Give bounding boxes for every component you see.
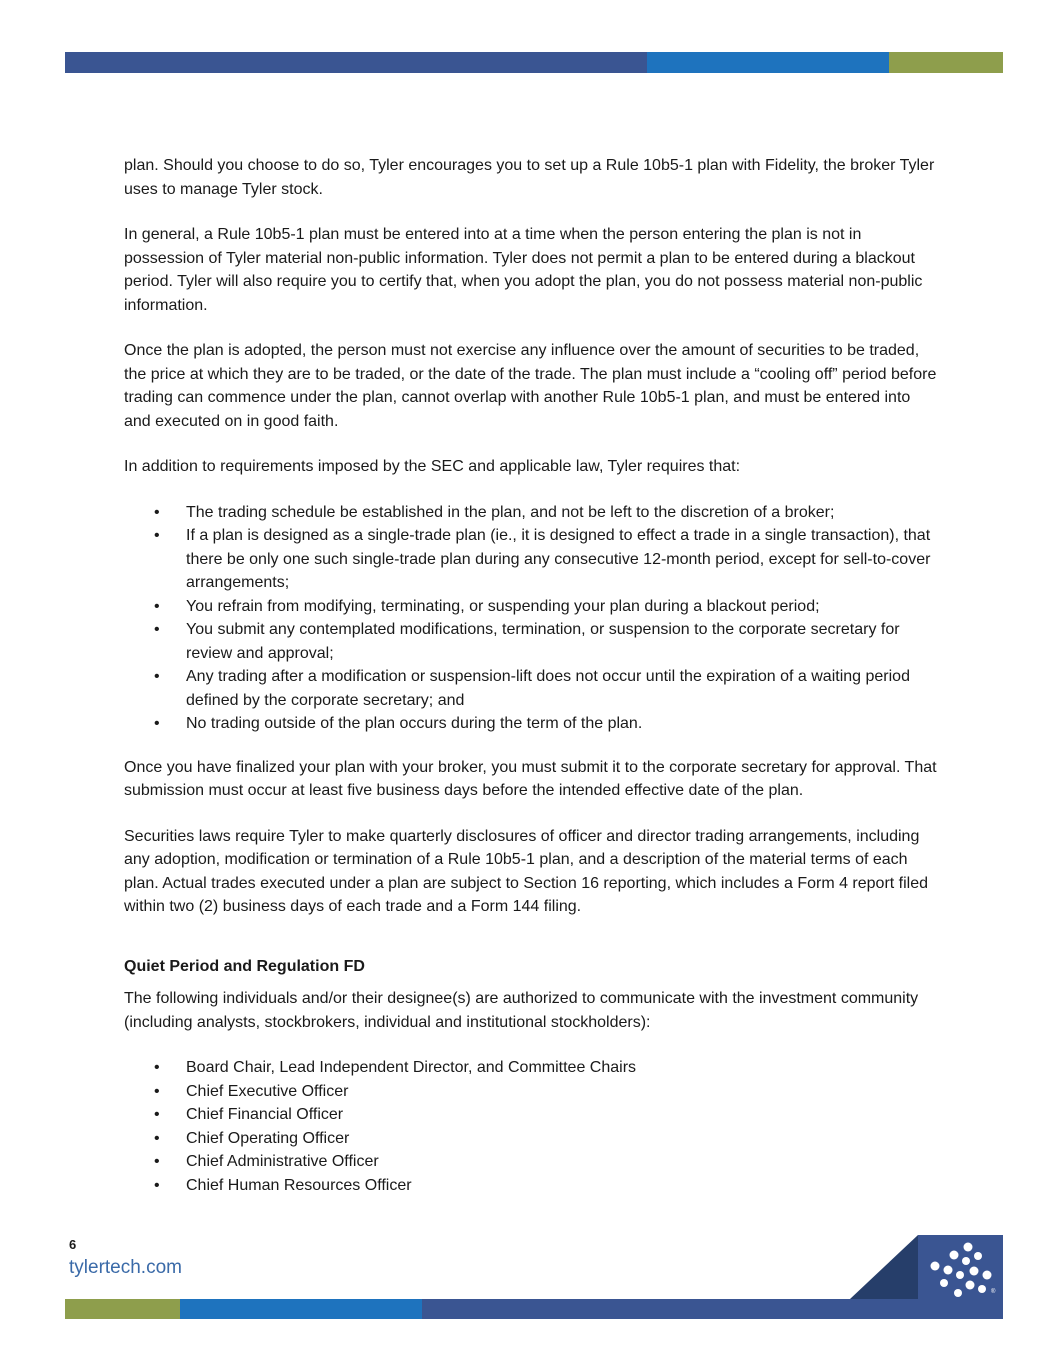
list-item-text: Chief Human Resources Officer: [186, 1176, 412, 1194]
list-item: [124, 1080, 939, 1104]
bullet-icon: •: [154, 621, 160, 638]
bullet-icon: •: [154, 1106, 160, 1123]
list-item-text: No trading outside of the plan occurs during the term of the plan.: [186, 715, 643, 732]
requirements-list: [124, 501, 939, 736]
list-item-text: Chief Financial Officer: [186, 1106, 344, 1123]
logo-registered-mark: ®: [991, 1289, 996, 1295]
tyler-logo-icon: [850, 1235, 1003, 1300]
bullet-icon: •: [154, 527, 160, 544]
footer-bar-navy: [422, 1299, 1003, 1319]
paragraph: Once the plan is adopted, the person must not exercise any influence over the amount of securities to be traded, the price at which they are to be traded, or the date of the trade. The plan must include a “cooling off” period before trading can commence under the plan, cannot overlap with another Rule 10b5-1 plan, and must be entered into and executed on in good faith.: [124, 342, 937, 430]
list-item: [124, 1056, 939, 1080]
header-color-bar: [65, 52, 1003, 73]
list-item-text: Chief Administrative Officer: [186, 1153, 379, 1170]
section-heading: Quiet Period and Regulation FD: [124, 957, 365, 975]
list-item: [124, 501, 939, 525]
bullet-icon: •: [154, 503, 160, 521]
list-item-text: The trading schedule be established in the plan, and not be left to the discretion of a broker;: [186, 503, 835, 521]
bullet-icon: •: [154, 715, 160, 732]
list-item: [124, 712, 939, 736]
header-bar-navy: [65, 52, 647, 73]
paragraph: The following individuals and/or their designee(s) are authorized to communicate with the investment community (including analysts, stockbrokers, individual and institutional stockholders):: [124, 990, 919, 1031]
bullet-icon: •: [154, 1129, 160, 1147]
list-item-text: You refrain from modifying, terminating, or suspending your plan during a blackout period;: [186, 597, 820, 615]
paragraph: plan. Should you choose to do so, Tyler encourages you to set up a Rule 10b5-1 plan with Fidelity, the broker Tyler uses to manage Tyler stock.: [124, 157, 935, 198]
header-bar-green: [889, 52, 1003, 73]
footer-bar-blue: [180, 1299, 422, 1319]
bullet-icon: •: [154, 597, 160, 615]
list-item-text: Board Chair, Lead Independent Director, and Committee Chairs: [186, 1059, 637, 1076]
list-item: [124, 1174, 939, 1198]
list-item: [124, 1103, 939, 1127]
list-item-text: Chief Executive Officer: [186, 1082, 349, 1100]
list-item-text: You submit any contemplated modifications, termination, or suspension to the corporate secretary for review and approval;: [186, 621, 900, 662]
authorized-list: [124, 1056, 939, 1197]
site-link[interactable]: tylertech.com: [69, 1257, 182, 1278]
paragraph: In general, a Rule 10b5-1 plan must be entered into at a time when the person entering the plan is not in possession of Tyler material non-public information. Tyler does not permit a plan to be entered during a blackout period. Tyler will also require you to certify that, when you adopt the plan, you do not possess material non-public information.: [124, 226, 923, 314]
bullet-icon: •: [154, 1153, 160, 1170]
paragraph: Securities laws require Tyler to make quarterly disclosures of officer and director trading arrangements, including any adoption, modification or termination of a Rule 10b5-1 plan, and a description of the material terms of each plan. Actual trades executed under a plan are subject to Section 16 reporting, which includes a Form 4 report filed within two (2) business days of each trade and a Form 144 filing.: [124, 827, 929, 915]
bullet-icon: •: [154, 1082, 160, 1100]
logo-triangle: [850, 1235, 918, 1299]
paragraph: In addition to requirements imposed by the SEC and applicable law, Tyler requires that:: [124, 458, 741, 475]
bullet-icon: •: [154, 1176, 160, 1194]
footer-bar-green: [65, 1299, 180, 1319]
list-item: [124, 1127, 939, 1151]
list-item: [124, 524, 939, 595]
list-item-text: Chief Operating Officer: [186, 1129, 350, 1147]
bullet-icon: •: [154, 1059, 160, 1076]
list-item: [124, 1150, 939, 1174]
list-item: [124, 665, 939, 712]
document-body: [124, 154, 939, 1217]
page-number: 6: [69, 1237, 77, 1252]
list-item: [124, 595, 939, 619]
list-item-text: If a plan is designed as a single-trade plan (ie., it is designed to effect a trade in a single transaction), that there be only one such single-trade plan during any consecutive 12-month period, except for sell-to-cover arrangements;: [186, 527, 931, 591]
spacer: [124, 941, 939, 955]
list-item-text: Any trading after a modification or suspension-lift does not occur until the expiration of a waiting period defined by the corporate secretary; and: [186, 668, 910, 709]
list-item: [124, 618, 939, 665]
bullet-icon: •: [154, 668, 160, 685]
tyler-logo: [850, 1235, 1003, 1300]
header-bar-blue: [647, 52, 889, 73]
footer-color-bar: [65, 1299, 1003, 1319]
paragraph: Once you have finalized your plan with your broker, you must submit it to the corporate secretary for approval. That submission must occur at least five business days before the intended effective date of the plan.: [124, 758, 937, 799]
